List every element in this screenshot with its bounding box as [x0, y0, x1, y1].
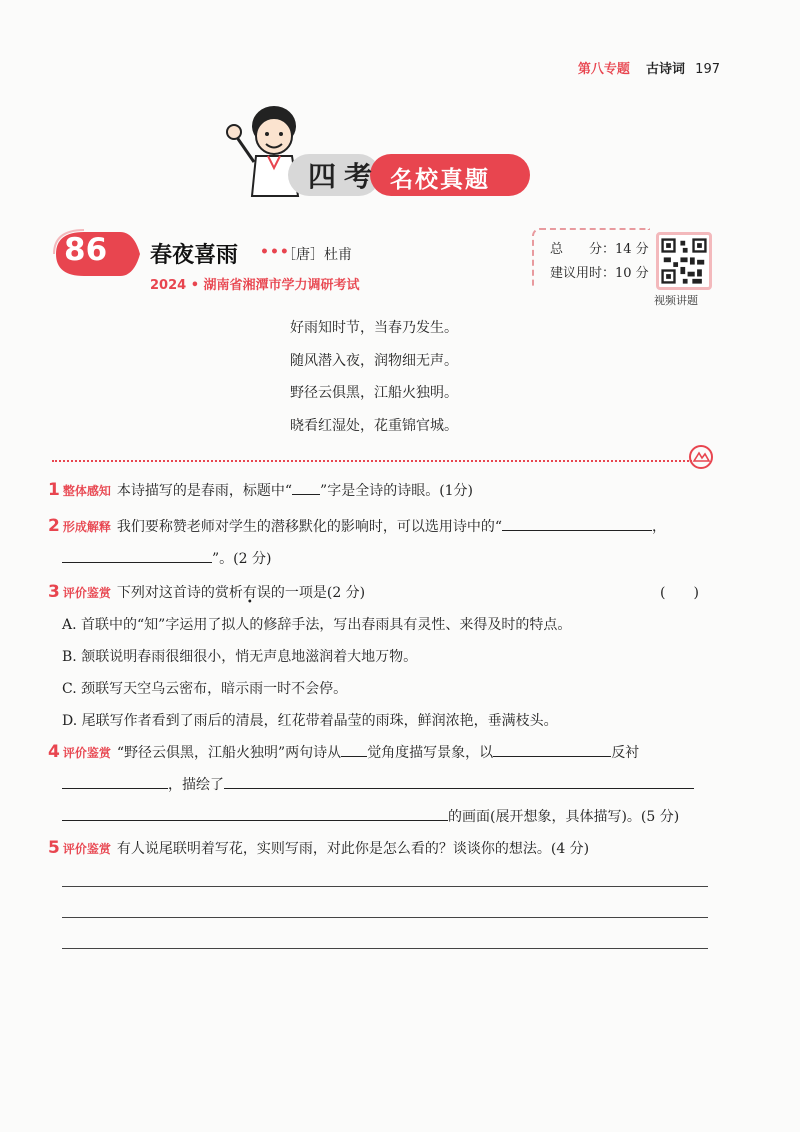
- question-tag: 评价鉴赏: [62, 586, 111, 600]
- question-5: [48, 838, 589, 858]
- question-text: 下列对这首诗的赏析: [116, 585, 243, 601]
- chapter-label: 第八专题: [577, 62, 630, 77]
- poem-title: 春夜喜雨: [150, 242, 239, 268]
- question-tag: 形成解释: [62, 520, 111, 534]
- answer-line[interactable]: [62, 917, 708, 918]
- question-2-cont: [62, 548, 271, 568]
- answer-blank[interactable]: [341, 742, 367, 757]
- question-text: ，描绘了: [168, 777, 224, 793]
- answer-line[interactable]: [62, 948, 708, 949]
- question-text: 有人说尾联明着写花，实则写雨，对此你是怎么看的？谈谈你的想法。(4 分): [116, 841, 590, 857]
- question-number: 3: [48, 582, 60, 602]
- answer-blank[interactable]: [62, 548, 212, 563]
- answer-blank[interactable]: [224, 774, 694, 789]
- question-text: 的画面(展开想象，具体描写)。(5 分): [448, 809, 680, 825]
- question-text: ”字是全诗的诗眼。(1分): [320, 483, 474, 499]
- question-text: 觉角度描写景象，以: [367, 745, 494, 761]
- poem-line: 随风潜入夜，润物细无声。: [290, 352, 458, 369]
- exam-source: 2024 • 湖南省湘潭市学力调研考试: [150, 278, 360, 293]
- answer-blank[interactable]: [62, 806, 448, 821]
- answer-blank[interactable]: [493, 742, 611, 757]
- page-number: 197: [695, 62, 720, 77]
- qr-code-icon[interactable]: [656, 232, 712, 290]
- option-b[interactable]: B. 颔联说明春雨很细很小，悄无声息地滋润着大地万物。: [62, 649, 418, 665]
- question-text: 本诗描写的是春雨，标题中“: [116, 483, 293, 499]
- question-text: ，: [652, 519, 667, 535]
- option-c[interactable]: C. 颈联写天空乌云密布，暗示雨一时不会停。: [62, 681, 348, 697]
- question-text: “野径云俱黑，江船火独明”两句诗从: [116, 745, 342, 761]
- option-d[interactable]: D. 尾联写作者看到了雨后的清晨，红花带着晶莹的雨珠，鲜润浓艳，垂满枝头。: [62, 713, 558, 729]
- answer-blank[interactable]: [62, 774, 168, 789]
- question-text: 的一项是(2 分): [270, 585, 366, 601]
- option-a[interactable]: A. 首联中的“知”字运用了拟人的修辞手法，写出春雨具有灵性、来得及时的特点。: [62, 617, 572, 633]
- question-number: 2: [48, 516, 60, 536]
- answer-parentheses[interactable]: ( ): [660, 585, 699, 601]
- question-text: 我们要称赞老师对学生的潜移默化的影响时，可以选用诗中的“: [116, 519, 503, 535]
- banner-right-text: 名校真题: [390, 167, 490, 193]
- emphasis-text: 有误: [242, 585, 271, 601]
- poem-line: 晓看红湿处，花重锦官城。: [290, 417, 458, 434]
- question-3: [48, 582, 365, 602]
- question-4-cont: [62, 774, 694, 794]
- question-text: 反衬: [611, 745, 640, 761]
- question-number: 5: [48, 838, 60, 858]
- poem-line: 好雨知时节，当春乃发生。: [290, 320, 458, 336]
- page-header: [578, 58, 720, 77]
- question-4-cont2: [62, 806, 679, 826]
- poem-author: ［唐］杜甫: [282, 247, 352, 263]
- question-number: 1: [48, 480, 60, 500]
- poem-line: 野径云俱黑，江船火独明。: [290, 385, 458, 401]
- banner-left-text: 四考: [308, 160, 381, 193]
- answer-blank[interactable]: [292, 480, 320, 495]
- question-text: ”。(2 分): [212, 551, 272, 567]
- title-dots: •••: [260, 244, 290, 260]
- problem-number: 86: [64, 232, 108, 268]
- subject-label: 古诗词: [646, 62, 686, 77]
- suggested-time: 建议用时：10 分: [550, 266, 649, 281]
- question-tag: 整体感知: [62, 484, 111, 498]
- question-2: [48, 516, 666, 536]
- question-1: [48, 480, 473, 500]
- section-banner: [270, 150, 532, 200]
- question-tag: 评价鉴赏: [62, 842, 111, 856]
- answer-line[interactable]: [62, 886, 708, 887]
- video-caption: 视频讲题: [654, 294, 698, 307]
- question-number: 4: [48, 742, 60, 762]
- ornament-icon: [688, 444, 714, 470]
- answer-blank[interactable]: [502, 516, 652, 531]
- question-tag: 评价鉴赏: [62, 746, 111, 760]
- section-divider: [52, 460, 692, 462]
- question-4: [48, 742, 639, 762]
- total-score: 总 分：14 分: [550, 242, 649, 257]
- poem-body: [290, 312, 458, 442]
